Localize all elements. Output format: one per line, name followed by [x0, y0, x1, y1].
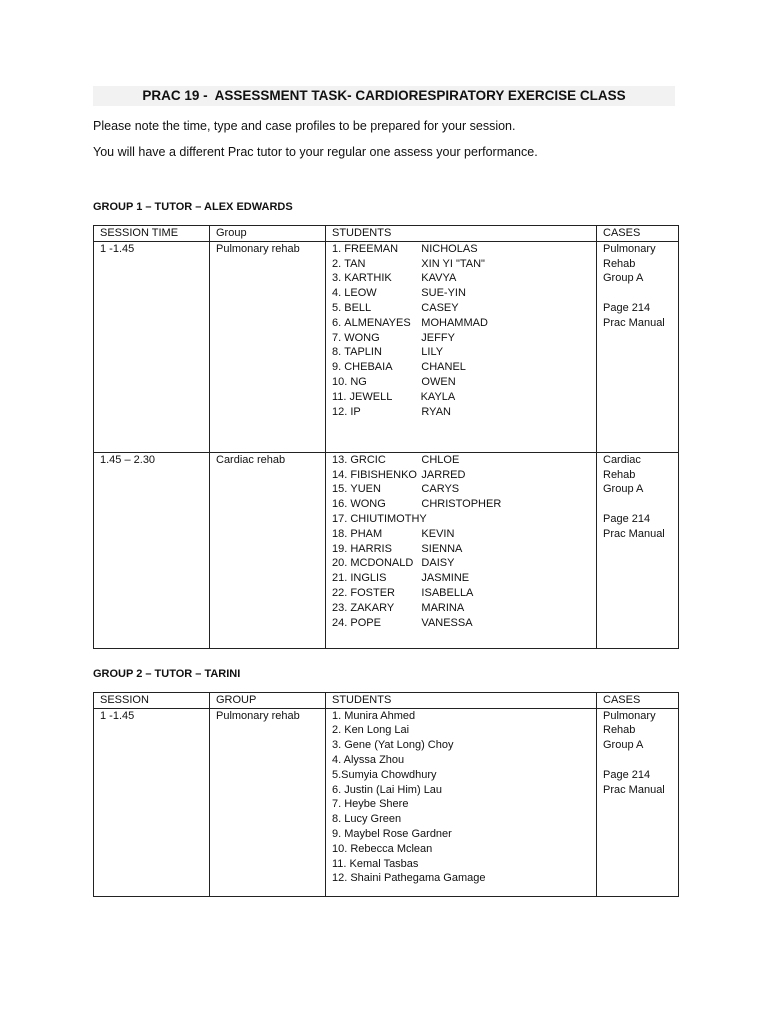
student-given-name: DAISY: [421, 557, 455, 570]
student-surname: PHAM: [350, 527, 383, 540]
group1-schedule-table: [93, 225, 679, 649]
list-item: 1. Munira Ahmed: [332, 709, 416, 722]
student-surname: ZAKARY: [350, 601, 395, 614]
list-item: [332, 286, 590, 301]
list-item: [332, 375, 590, 390]
list-item: 7. Heybe Shere: [332, 798, 409, 811]
table-row: [94, 452, 679, 648]
list-item: 10. Rebecca Mclean: [332, 842, 433, 855]
header-group: GROUP: [210, 692, 326, 708]
student-number: 11.: [332, 390, 350, 403]
note-different-tutor: You will have a different Prac tutor to your regular one assess your performance.: [93, 145, 538, 159]
list-item: 6. Justin (Lai Him) Lau: [332, 783, 443, 796]
list-item: 8. Lucy Green: [332, 813, 402, 826]
student-given-name: KAVYA: [421, 272, 457, 285]
student-number: 7.: [332, 331, 345, 344]
list-item: 12. Shaini Pathegama Gamage: [332, 872, 486, 885]
student-number: 1.: [332, 242, 345, 255]
case-line: Prac Manual: [603, 783, 665, 796]
students-cell: [326, 708, 597, 896]
case-line: Page 214: [603, 301, 651, 314]
document-title: PRAC 19 - ASSESSMENT TASK- CARDIORESPIRATORY EXERCISE CLASS: [93, 86, 675, 106]
case-line: Group A: [603, 272, 644, 285]
header-students: STUDENTS: [326, 692, 597, 708]
header-cases: CASES: [597, 692, 679, 708]
student-given-name: CHLOE: [421, 453, 460, 466]
header-session-time: SESSION TIME: [94, 226, 210, 242]
group2-heading: GROUP 2 – TUTOR – TARINI: [93, 667, 241, 680]
students-cell: [326, 452, 597, 648]
table-row: [94, 708, 679, 896]
student-given-name: CHANEL: [421, 361, 466, 374]
list-item: 3. Gene (Yat Long) Choy: [332, 739, 454, 752]
student-list: [332, 242, 590, 420]
student-surname: WONG: [350, 498, 386, 511]
list-item: [332, 301, 590, 316]
student-surname: LEOW: [344, 287, 377, 300]
student-number: 16.: [332, 498, 351, 511]
list-item: [332, 601, 590, 616]
students-cell: [326, 241, 597, 452]
student-given-name: CASEY: [421, 301, 459, 314]
student-given-name: XIN YI "TAN": [421, 257, 485, 270]
case-line: Prac Manual: [603, 316, 665, 329]
list-item: [332, 405, 590, 420]
student-number: 13.: [332, 453, 351, 466]
student-number: 17.: [332, 512, 351, 525]
student-given-name: ISABELLA: [421, 586, 474, 599]
case-spacer: [603, 286, 672, 301]
group-cell: Cardiac rehab: [210, 452, 326, 648]
case-line: Rehab: [603, 468, 636, 481]
note-time-type-cases: Please note the time, type and case profiles to be prepared for your session.: [93, 119, 516, 133]
student-number: 12.: [332, 405, 351, 418]
table-header-row: [94, 226, 679, 242]
student-number: 15.: [332, 483, 351, 496]
student-surname: WONG: [344, 331, 380, 344]
student-surname: TAPLIN: [344, 346, 382, 359]
list-item: [332, 345, 590, 360]
session-cell: 1.45 – 2.30: [94, 452, 210, 648]
case-line: Cardiac: [603, 453, 641, 466]
case-line: Group A: [603, 483, 644, 496]
header-session: SESSION: [94, 692, 210, 708]
case-spacer: [603, 497, 672, 512]
list-item: [332, 482, 590, 497]
case-line: Rehab: [603, 724, 636, 737]
student-number: 3.: [332, 272, 345, 285]
student-given-name: CARYS: [421, 483, 460, 496]
student-number: 9.: [332, 361, 345, 374]
student-surname: TAN: [344, 257, 366, 270]
student-surname: NG: [350, 375, 367, 388]
list-item: [332, 390, 590, 405]
list-item: 5.Sumyia Chowdhury: [332, 768, 437, 781]
document-page: [93, 86, 678, 897]
student-surname: FOSTER: [350, 586, 395, 599]
student-number: 10.: [332, 375, 351, 388]
student-number: 2.: [332, 257, 345, 270]
student-number: 23.: [332, 601, 351, 614]
cases-cell: [597, 452, 679, 648]
list-item: [332, 512, 590, 527]
student-list: [332, 709, 590, 887]
student-number: 18.: [332, 527, 351, 540]
list-item: [332, 571, 590, 586]
student-number: 8.: [332, 346, 345, 359]
student-number: 21.: [332, 572, 351, 585]
student-given-name: JEFFY: [421, 331, 455, 344]
student-number: 24.: [332, 616, 351, 629]
cases-cell: [597, 708, 679, 896]
student-given-name: JASMINE: [421, 572, 470, 585]
student-given-name: LILY: [421, 346, 444, 359]
student-surname: FIBISHENKO: [350, 468, 417, 481]
student-given-name: KAYLA: [420, 390, 456, 403]
case-spacer: [603, 753, 672, 768]
student-given-name: CHRISTOPHER: [421, 498, 502, 511]
group1-heading: GROUP 1 – TUTOR – ALEX EDWARDS: [93, 201, 293, 213]
student-surname: BELL: [344, 301, 372, 314]
list-item: [332, 616, 590, 631]
student-surname: JEWELL: [349, 390, 393, 403]
student-given-name: SUE-YIN: [421, 287, 466, 300]
list-item: [332, 360, 590, 375]
list-item: [332, 271, 590, 286]
student-list: [332, 453, 590, 631]
list-item: 9. Maybel Rose Gardner: [332, 827, 452, 840]
student-surname: FREEMAN: [344, 242, 399, 255]
student-number: 4.: [332, 287, 345, 300]
student-given-name: RYAN: [421, 405, 451, 418]
student-number: 22.: [332, 586, 351, 599]
student-given-name: MOHAMMAD: [421, 316, 488, 329]
student-number: 5.: [332, 301, 345, 314]
student-number: 6.: [332, 316, 345, 329]
case-line: Prac Manual: [603, 527, 665, 540]
table-row: [94, 241, 679, 452]
student-given-name: KEVIN: [421, 527, 455, 540]
student-number: 19.: [332, 542, 351, 555]
student-given-name: MARINA: [421, 601, 465, 614]
group2-schedule-table: [93, 692, 679, 897]
cases-cell: [597, 241, 679, 452]
student-surname: MCDONALD: [350, 557, 414, 570]
student-given-name: SIENNA: [421, 542, 463, 555]
header-cases: CASES: [597, 226, 679, 242]
group-cell: Pulmonary rehab: [210, 241, 326, 452]
list-item: [332, 468, 590, 483]
list-item: [332, 331, 590, 346]
table-header-row: [94, 692, 679, 708]
student-given-name: OWEN: [421, 375, 456, 388]
list-item: 11. Kemal Tasbas: [332, 857, 419, 870]
case-line: Page 214: [603, 768, 651, 781]
case-line: Page 214: [603, 512, 651, 525]
session-cell: 1 -1.45: [94, 708, 210, 896]
list-item: [332, 242, 590, 257]
student-surname: KARTHIK: [344, 272, 392, 285]
student-surname: IP: [350, 405, 361, 418]
student-given-name: NICHOLAS: [421, 242, 478, 255]
session-cell: 1 -1.45: [94, 241, 210, 452]
list-item: 4. Alyssa Zhou: [332, 753, 405, 766]
student-surname: CHIUTIMOTHY: [350, 512, 427, 525]
student-surname: ALMENAYES: [344, 316, 411, 329]
header-students: STUDENTS: [326, 226, 597, 242]
student-surname: HARRIS: [350, 542, 392, 555]
student-surname: GRCIC: [350, 453, 386, 466]
case-line: Rehab: [603, 257, 636, 270]
group-cell: Pulmonary rehab: [210, 708, 326, 896]
student-given-name: VANESSA: [421, 616, 473, 629]
header-group: Group: [210, 226, 326, 242]
list-item: [332, 542, 590, 557]
student-number: 20.: [332, 557, 351, 570]
list-item: [332, 257, 590, 272]
list-item: 2. Ken Long Lai: [332, 724, 410, 737]
case-line: Pulmonary: [603, 242, 656, 255]
student-surname: INGLIS: [350, 572, 387, 585]
student-surname: YUEN: [350, 483, 381, 496]
list-item: [332, 316, 590, 331]
list-item: [332, 497, 590, 512]
list-item: [332, 586, 590, 601]
case-line: Group A: [603, 739, 644, 752]
student-surname: CHEBAIA: [344, 361, 393, 374]
student-given-name: JARRED: [421, 468, 466, 481]
student-surname: POPE: [350, 616, 381, 629]
list-item: [332, 527, 590, 542]
list-item: [332, 453, 590, 468]
case-line: Pulmonary: [603, 709, 656, 722]
list-item: [332, 556, 590, 571]
student-number: 14.: [332, 468, 351, 481]
